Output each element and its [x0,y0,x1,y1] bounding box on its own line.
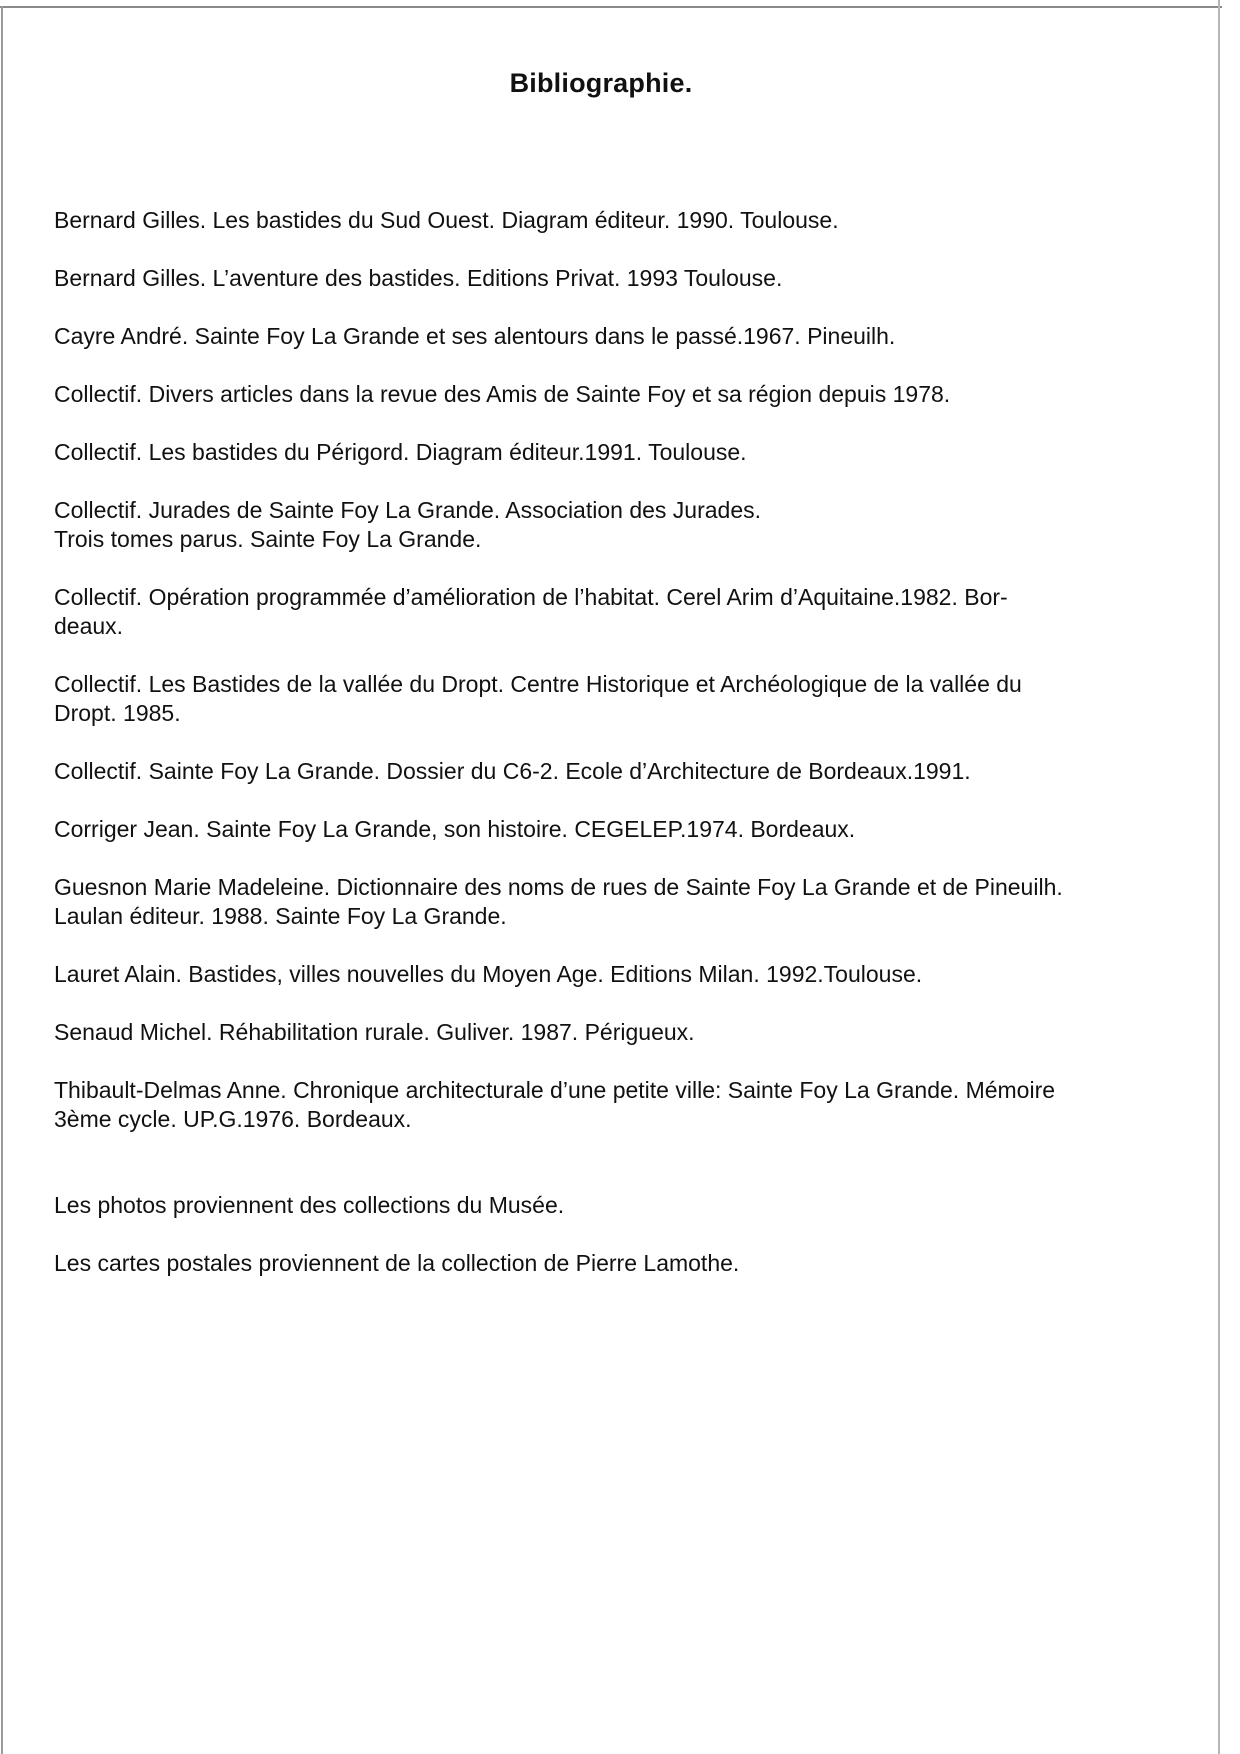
scan-edge-right [1218,0,1220,1754]
bibliography-entry [54,322,1154,351]
entry-line: Lauret Alain. Bastides, villes nouvelles du Moyen Age. Editions Milan. 1992.Toulouse. [54,961,923,987]
entry-line: Laulan éditeur. 1988. Sainte Foy La Grande. [54,903,507,929]
entry-line: Collectif. Sainte Foy La Grande. Dossier du C6-2. Ecole d’Architecture de Bordeaux.1991. [54,758,971,784]
entry-line: Bernard Gilles. L’aventure des bastides. Editions Privat. 1993 Toulouse. [54,265,783,291]
entry-line: Collectif. Les bastides du Périgord. Diagram éditeur.1991. Toulouse. [54,439,747,465]
entry-line: Corriger Jean. Sainte Foy La Grande, son histoire. CEGELEP.1974. Bordeaux. [54,816,856,842]
bibliography-entry [54,1018,1154,1047]
entry-line: Guesnon Marie Madeleine. Dictionnaire des noms de rues de Sainte Foy La Grande et de Pineuilh. [54,874,1063,900]
entry-line: Collectif. Les Bastides de la vallée du Dropt. Centre Historique et Archéologique de la vallée du [54,671,1022,697]
bibliography-entry [54,960,1154,989]
bibliography-entry [54,1076,1154,1134]
bibliography-entry [54,496,1154,554]
photo-source-note: Les photos proviennent des collections du Musée. [54,1192,565,1218]
bibliography-entry [54,264,1154,293]
scan-edge-top [0,6,1222,8]
bibliography-entry [54,583,1154,641]
entry-line: deaux. [54,613,124,639]
bibliography-list [54,206,1154,1163]
bibliography-entry [54,815,1154,844]
scan-edge-left [1,6,3,1754]
bibliography-entry [54,757,1154,786]
entry-line: Senaud Michel. Réhabilitation rurale. Guliver. 1987. Périgueux. [54,1019,695,1045]
entry-line: Collectif. Jurades de Sainte Foy La Grande. Association des Jurades. [54,497,762,523]
bibliography-entry [54,670,1154,728]
entry-line: Bernard Gilles. Les bastides du Sud Ouest. Diagram éditeur. 1990. Toulouse. [54,207,839,233]
entry-line: Dropt. 1985. [54,700,181,726]
page-title: Bibliographie. [509,68,693,98]
source-notes [54,1191,1154,1307]
entry-line: Trois tomes parus. Sainte Foy La Grande. [54,526,482,552]
bibliography-entry [54,873,1154,931]
entry-line: Thibault-Delmas Anne. Chronique architecturale d’une petite ville: Sainte Foy La Grande. Mémoire [54,1077,1056,1103]
entry-line: Collectif. Opération programmée d’amélioration de l’habitat. Cerel Arim d’Aquitaine.1982. Bor- [54,584,1008,610]
entry-line: Collectif. Divers articles dans la revue des Amis de Sainte Foy et sa région depuis 1978. [54,381,951,407]
bibliography-entry [54,438,1154,467]
postcard-source-note: Les cartes postales proviennent de la collection de Pierre Lamothe. [54,1250,740,1276]
entry-line: Cayre André. Sainte Foy La Grande et ses alentours dans le passé.1967. Pineuilh. [54,323,896,349]
bibliography-entry [54,206,1154,235]
bibliography-entry [54,380,1154,409]
entry-line: 3ème cycle. UP.G.1976. Bordeaux. [54,1106,412,1132]
